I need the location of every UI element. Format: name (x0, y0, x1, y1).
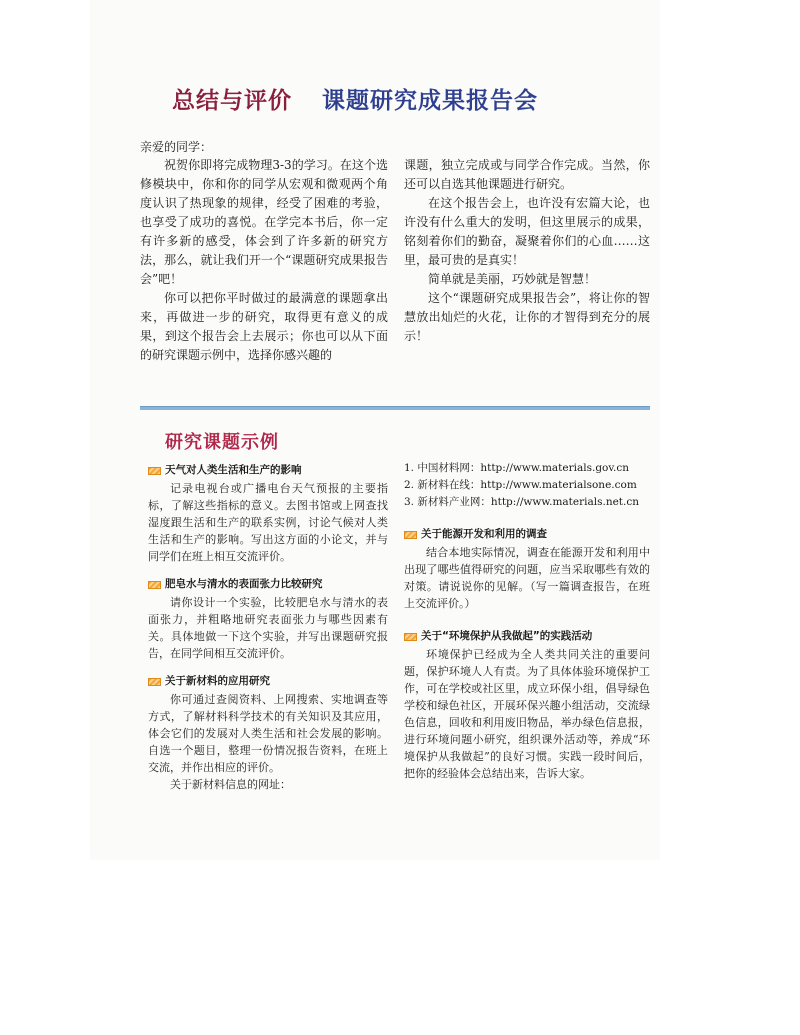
topic-weather (148, 462, 388, 565)
bullet-marker-icon (404, 531, 417, 539)
link-item: 1. 中国材料网：http://www.materials.gov.cn (404, 462, 630, 474)
intro-left-column (140, 156, 388, 365)
intro-paragraph: 课题，独立完成或与同学合作完成。当然，你还可以自选其他课题进行研究。 (404, 158, 650, 191)
section-title: 研究课题示例 (165, 432, 279, 453)
link-item: 2. 新材料在线：http://www.materialsone.com (404, 479, 637, 491)
topic-body: 环境保护已经成为全人类共同关注的重要问题，保护环境人人有责。为了具体体验环境保护工作，可在学校或社区里，成立环保小组，倡导绿色学校和绿色社区，开展环保兴趣小组活动，交流绿色信息，回收和利用废旧物品，举办绿色信息报，进行环境问题小研究，组织课外活动等，养成“环境保护从我做起”的良好习惯。实践一段时间后，把你的经验体会总结出来，告诉大家。 (404, 648, 650, 780)
topic-energy (404, 526, 650, 612)
bullet-marker-icon (148, 467, 161, 475)
topic-title: 天气对人类生活和生产的影响 (165, 464, 302, 476)
topic-title: 关于新材料的应用研究 (165, 675, 270, 687)
intro-paragraph: 你可以把你平时做过的最满意的课题拿出来，再做进一步的研究，取得更有意义的成果，到这个报告会上去展示；你也可以从下面的研究课题示例中，选择你感兴趣的 (140, 291, 388, 362)
topic-body: 结合本地实际情况，调查在能源开发和利用中出现了哪些值得研究的问题，应当采取哪些有效的对策。请说说你的见解。（写一篇调查报告，在班上交流评价。） (404, 546, 650, 610)
topic-body: 记录电视台或广播电台天气预报的主要指标，了解这些指标的意义。去图书馆或上网查找湿度跟生活和生产的联系实例，讨论气候对人类生活和生产的影响。写出这方面的小论文，并与同学们在班上相互交流评价。 (148, 482, 388, 563)
topic-surface-tension (148, 576, 388, 662)
topic-title: 关于能源开发和利用的调查 (421, 528, 547, 540)
intro-paragraph: 简单就是美丽，巧妙就是智慧！ (428, 272, 597, 286)
section-divider (140, 406, 650, 410)
topic-environment (404, 628, 650, 782)
intro-paragraph: 祝贺你即将完成物理3-3的学习。在这个选修模块中，你和你的同学从宏观和微观两个角度认识了热现象的规律，经受了困难的考验，也享受了成功的喜悦。在学完本书后，你一定有许多新的感受，体会到了许多新的研究方法，那么，就让我们开一个“课题研究成果报告会”吧！ (140, 158, 388, 286)
topic-body: 请你设计一个实验，比较肥皂水与清水的表面张力，并粗略地研究表面张力与哪些因素有关。具体地做一下这个实验，并写出课题研究报告，在同学间相互交流评价。 (148, 596, 388, 660)
bullet-marker-icon (148, 581, 161, 589)
header-summary-title: 总结与评价 (172, 87, 292, 114)
header-report-title: 课题研究成果报告会 (322, 87, 538, 114)
bullet-marker-icon (404, 633, 417, 641)
links-intro: 关于新材料信息的网址： (170, 778, 291, 791)
topic-new-materials (148, 673, 388, 793)
intro-right-column (404, 156, 650, 346)
salutation: 亲爱的同学： (140, 140, 213, 154)
topic-body: 你可通过查阅资料、上网搜索、实地调查等方式，了解材料科学技术的有关知识及其应用，体会它们的发展对人类生活和社会发展的影响。自选一个题目，整理一份情况报告资料，在班上交流，并作出相应的评价。 (148, 693, 388, 774)
topic-title: 肥皂水与清水的表面张力比较研究 (165, 578, 323, 590)
topic-title: 关于“环境保护从我做起”的实践活动 (421, 630, 593, 642)
link-item: 3. 新材料产业网：http://www.materials.net.cn (404, 496, 639, 508)
materials-links-list (404, 460, 650, 511)
intro-paragraph: 这个“课题研究成果报告会”，将让你的智慧放出灿烂的火花，让你的才智得到充分的展示！ (404, 291, 650, 343)
bullet-marker-icon (148, 678, 161, 686)
page-header (172, 82, 538, 118)
intro-paragraph: 在这个报告会上，也许没有宏篇大论，也许没有什么重大的发明，但这里展示的成果，铭刻着你们的勤奋，凝聚着你们的心血……这里，最可贵的是真实！ (404, 196, 650, 267)
